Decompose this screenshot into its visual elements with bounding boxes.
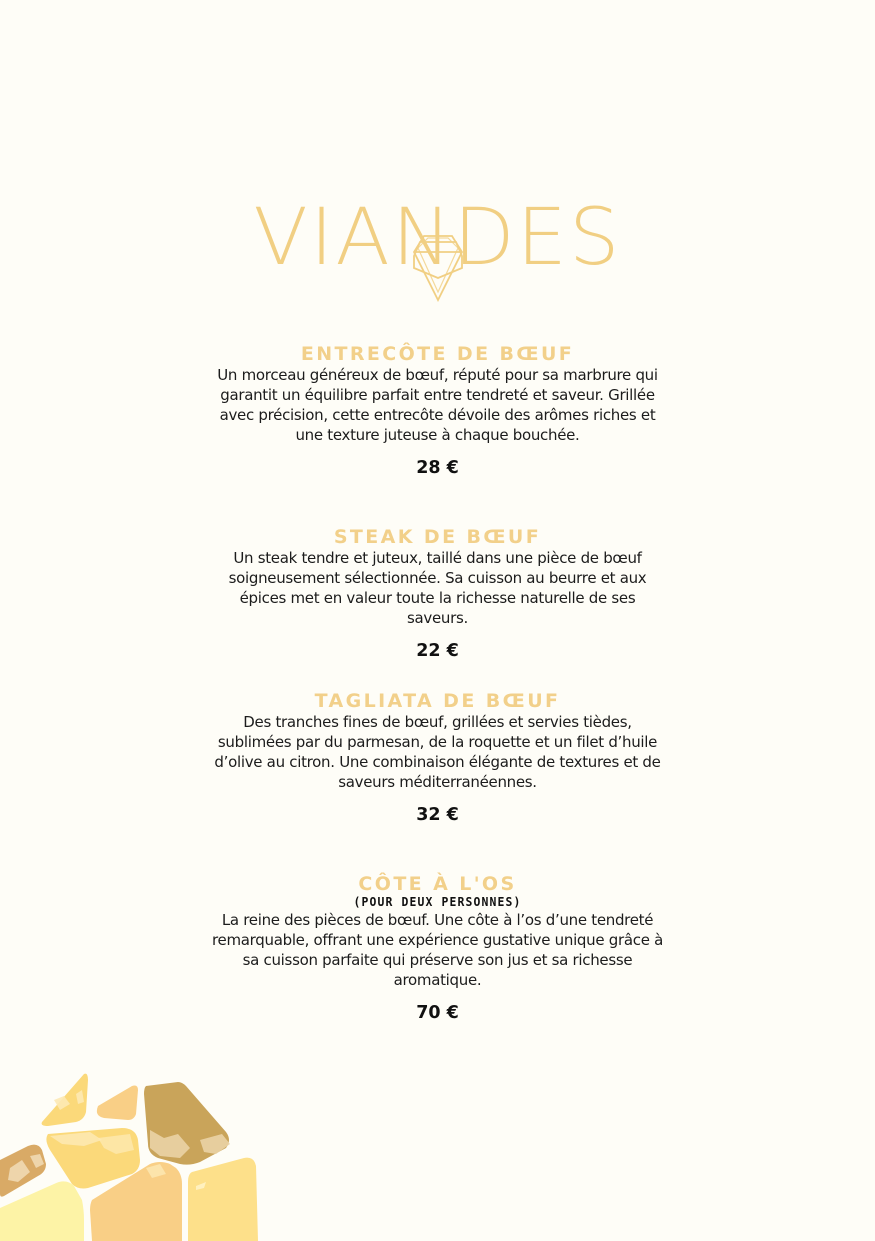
menu-item-price: 28 € — [416, 458, 459, 478]
menu-item — [0, 873, 875, 1024]
menu-item-name: TAGLIATA DE BŒUF — [314, 690, 561, 712]
menu-item-description: La reine des pièces de bœuf. Une côte à l’os d’une tendreté remarquable, offrant une expérience gustative unique grâce à sa cuisson parfaite qui préserve son jus et sa richesse aromatique. — [212, 911, 663, 989]
menu-item — [0, 343, 875, 479]
menu-item-name: CÔTE À L'OS — [358, 873, 517, 895]
menu-item-subtitle: (POUR DEUX PERSONNES) — [353, 895, 522, 909]
menu-item — [0, 690, 875, 826]
menu-item — [0, 526, 875, 662]
diamond-icon — [410, 234, 466, 302]
menu-item-description: Des tranches fines de bœuf, grillées et servies tièdes, sublimées par du parmesan, de la roquette et un filet d’huile d’olive au citron. Une combinaison élégante de textures et de saveurs méditerranéennes. — [214, 713, 661, 791]
menu-item-description: Un morceau généreux de bœuf, réputé pour sa marbrure qui garantit un équilibre parfait entre tendreté et saveur. Grillée avec précision, cette entrecôte dévoile des arômes riches et une texture juteuse à chaque bouchée. — [217, 366, 658, 444]
menu-item-price: 32 € — [416, 805, 459, 825]
menu-item-name: ENTRECÔTE DE BŒUF — [300, 343, 575, 365]
menu-item-price: 22 € — [416, 641, 459, 661]
menu-item-price: 70 € — [416, 1003, 459, 1023]
mosaic-stones-icon — [0, 1060, 280, 1241]
page-title-text: VIANDES — [253, 193, 622, 284]
menu-item-name: STEAK DE BŒUF — [333, 526, 542, 548]
menu-item-description: Un steak tendre et juteux, taillé dans une pièce de bœuf soigneusement sélectionnée. Sa cuisson au beurre et aux épices met en valeur toute la richesse naturelle de ses saveurs. — [228, 549, 647, 627]
